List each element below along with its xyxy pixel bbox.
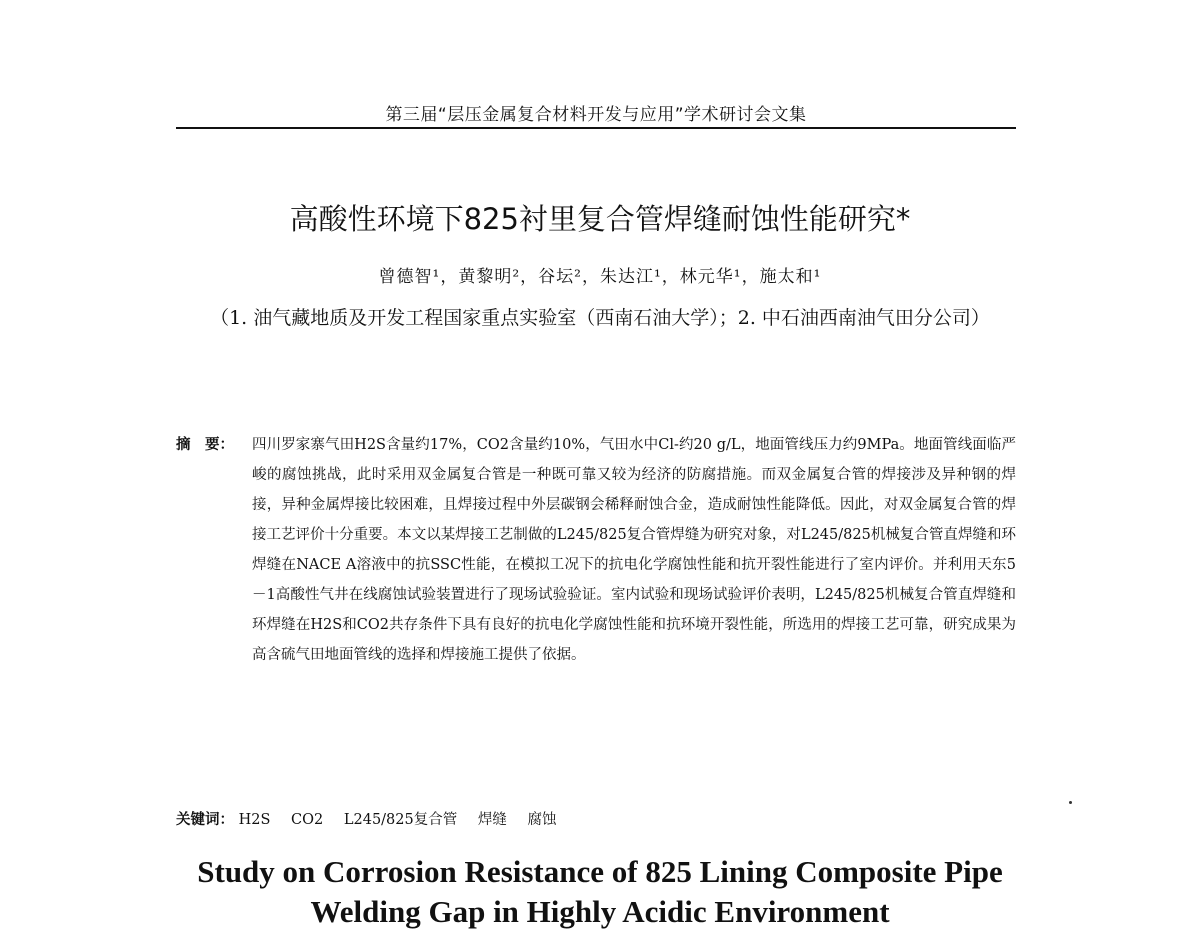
affiliation-list: （1. 油气藏地质及开发工程国家重点实验室（西南石油大学）；2. 中石油西南油气田分公司）: [210, 307, 990, 329]
keywords-label: 关键词：: [176, 812, 234, 828]
keyword-item: H2S: [238, 812, 271, 828]
scan-speck: [1069, 801, 1072, 804]
paper-title-english: [0, 852, 1200, 932]
keyword-item: 腐蚀: [527, 812, 557, 828]
title-en-line-2: Welding Gap in Highly Acidic Environment: [310, 894, 890, 929]
keyword-item: 焊缝: [477, 812, 507, 828]
paper-title-chinese: 高酸性环境下825衬里复合管焊缝耐蚀性能研究*: [289, 202, 911, 236]
keyword-item: L245/825复合管: [343, 812, 458, 828]
keywords-line: [176, 808, 1016, 829]
author-list: 曾德智¹，黄黎明²，谷坛²，朱达江¹，林元华¹，施太和¹: [378, 267, 822, 287]
title-en-line-1: Study on Corrosion Resistance of 825 Lining Composite Pipe: [197, 854, 1003, 889]
header-rule: [176, 127, 1016, 129]
running-header: 第三届“层压金属复合材料开发与应用”学术研讨会文集: [385, 105, 807, 125]
abstract-text: 四川罗家寨气田H2S含量约17%，CO2含量约10%，气田水中Cl-约20 g/L，地面管线压力约9MPa。地面管线面临严峻的腐蚀挑战，此时采用双金属复合管是一种既可靠又较为经济的防腐措施。而双金属复合管的焊接涉及异种钢的焊接，异种金属焊接比较困难，且焊接过程中外层碳钢会稀释耐蚀合金，造成耐蚀性能降低。因此，对双金属复合管的焊接工艺评价十分重要。本文以某焊接工艺制做的L245/825复合管焊缝为研究对象，对L245/825机械复合管直焊缝和环焊缝在NACE A溶液中的抗SSC性能，在模拟工况下的抗电化学腐蚀性能和抗开裂性能进行了室内评价。并利用天东5－1高酸性气井在线腐蚀试验装置进行了现场试验验证。室内试验和现场试验评价表明，L245/825机械复合管直焊缝和环焊缝在H2S和CO2共存条件下具有良好的抗电化学腐蚀性能和抗环境开裂性能，所选用的焊接工艺可靠，研究成果为高含硫气田地面管线的选择和焊接施工提供了依据。: [252, 437, 1016, 663]
abstract-label: 摘 要：: [176, 437, 234, 453]
keyword-item: CO2: [291, 812, 324, 828]
abstract-block: [176, 430, 1016, 670]
